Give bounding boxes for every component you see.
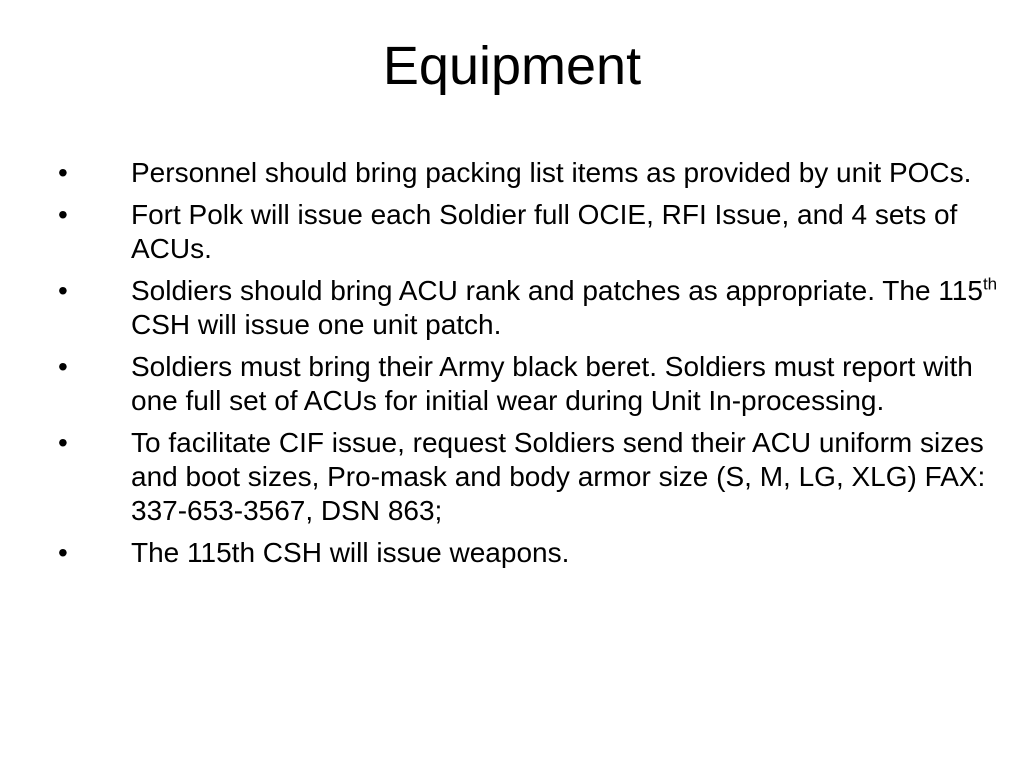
bullet-dot-icon: • [58, 427, 68, 458]
bullet-text [131, 275, 997, 340]
bullet-item-weapons [58, 536, 1008, 570]
bullet-item-rank-patches [58, 274, 1008, 342]
bullet-item-packing-list [58, 156, 1008, 190]
bullet-dot-icon: • [58, 199, 68, 230]
bullet-text-part: Soldiers should bring ACU rank and patches as appropriate. The 115 [131, 275, 983, 306]
bullet-text: To facilitate CIF issue, request Soldiers send their ACU uniform sizes and boot sizes, Pro-mask and body armor size (S, M, LG, XLG) FAX: 337-653-3567, DSN 863; [131, 427, 986, 526]
bullet-dot-icon: • [58, 157, 68, 188]
bullet-dot-icon: • [58, 351, 68, 382]
bullet-dot-icon: • [58, 275, 68, 306]
bullet-list [58, 156, 1008, 578]
ordinal-superscript: th [982, 274, 998, 294]
bullet-item-cif-issue [58, 426, 1008, 528]
bullet-text: Soldiers must bring their Army black beret. Soldiers must report with one full set of ACUs for initial wear during Unit In-processing. [131, 351, 973, 416]
bullet-text: Fort Polk will issue each Soldier full OCIE, RFI Issue, and 4 sets of ACUs. [131, 199, 958, 264]
bullet-dot-icon: • [58, 537, 68, 568]
bullet-text-part: CSH will issue one unit patch. [131, 309, 502, 340]
bullet-item-beret-acus [58, 350, 1008, 418]
bullet-item-fort-polk-issue [58, 198, 1008, 266]
slide-title: Equipment [382, 36, 642, 96]
bullet-text: The 115th CSH will issue weapons. [131, 537, 570, 568]
bullet-text: Personnel should bring packing list items as provided by unit POCs. [131, 157, 972, 188]
